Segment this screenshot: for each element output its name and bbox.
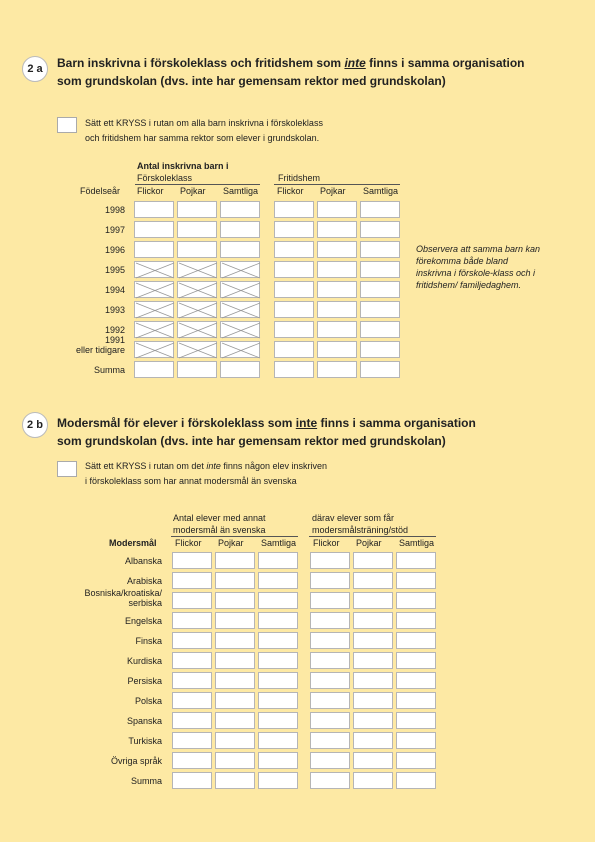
input-cell[interactable]	[258, 692, 298, 709]
crossed-cell	[134, 301, 174, 318]
input-cell[interactable]	[134, 241, 174, 258]
table-2a-group-fritidshem: Fritidshem	[278, 173, 321, 183]
input-cell[interactable]	[172, 632, 212, 649]
cross-mark-icon	[221, 322, 261, 339]
input-cell[interactable]	[317, 221, 357, 238]
input-cell[interactable]	[215, 672, 255, 689]
input-cell[interactable]	[258, 672, 298, 689]
input-cell[interactable]	[172, 612, 212, 629]
cross-mark-icon	[178, 282, 218, 299]
column-header-samtliga: Samtliga	[261, 538, 297, 548]
input-cell[interactable]	[317, 361, 357, 378]
cross-mark-icon	[135, 282, 175, 299]
section-2a-title-post: finns i samma organisation	[365, 56, 525, 70]
input-cell[interactable]	[310, 752, 350, 769]
row-label-text: Bosniska/kroatiska/ serbiska	[84, 588, 162, 608]
input-cell[interactable]	[258, 632, 298, 649]
cross-mark-icon	[221, 282, 261, 299]
section-2b-title-em: inte	[295, 416, 318, 430]
row-label	[55, 656, 162, 666]
cross-mark-icon	[221, 342, 261, 359]
crossed-cell	[177, 321, 217, 338]
row-label	[55, 556, 162, 566]
input-cell[interactable]	[172, 672, 212, 689]
row-label-text: 1992	[104, 325, 125, 335]
row-label-text: Engelska	[124, 616, 162, 626]
crossed-cell	[220, 341, 260, 358]
table-2a-rowhead: Födelseår	[80, 186, 121, 196]
input-cell[interactable]	[215, 732, 255, 749]
section-2b-instruction-post: finns någon elev inskriven	[220, 461, 327, 471]
crossed-cell	[134, 341, 174, 358]
input-cell[interactable]	[134, 361, 174, 378]
column-header-pojkar: Pojkar	[180, 186, 206, 196]
input-cell[interactable]	[274, 221, 314, 238]
column-header-pojkar: Pojkar	[320, 186, 346, 196]
input-cell[interactable]	[274, 281, 314, 298]
section-2a-note: Observera att samma barn kan förekomma både bland inskrivna i förskole-klass och i fritidshem/ familjedaghem.	[416, 244, 541, 290]
input-cell[interactable]	[215, 632, 255, 649]
row-label	[55, 335, 125, 355]
crossed-cell	[177, 341, 217, 358]
input-cell[interactable]	[258, 652, 298, 669]
input-cell[interactable]	[274, 201, 314, 218]
table-2a-group-forskoleklass: Förskoleklass	[137, 173, 193, 183]
row-label	[55, 576, 162, 586]
section-2a-instruction	[85, 116, 323, 146]
input-cell[interactable]	[274, 241, 314, 258]
input-cell[interactable]	[172, 552, 212, 569]
row-label-text: 1991	[104, 335, 125, 345]
table-2b-group1-line2: modersmål än svenska	[173, 525, 266, 535]
cross-mark-icon	[178, 262, 218, 279]
table-2b-group-rule-2	[309, 536, 436, 537]
input-cell[interactable]	[310, 732, 350, 749]
input-cell[interactable]	[215, 772, 255, 789]
cross-mark-icon	[135, 262, 175, 279]
input-cell[interactable]	[353, 752, 393, 769]
cross-mark-icon	[178, 342, 218, 359]
row-label	[55, 205, 125, 215]
section-2a-instruction-line2: och fritidshem har samma rektor som elever i grundskolan.	[85, 133, 320, 143]
input-cell[interactable]	[360, 201, 400, 218]
input-cell[interactable]	[220, 241, 260, 258]
section-2b-title-pre: Modersmål för elever i förskoleklass som	[57, 416, 296, 430]
row-label-text: 1994	[104, 285, 125, 295]
input-cell[interactable]	[177, 361, 217, 378]
input-cell[interactable]	[215, 692, 255, 709]
input-cell[interactable]	[172, 772, 212, 789]
input-cell[interactable]	[177, 221, 217, 238]
section-2a-title	[57, 54, 557, 90]
input-cell[interactable]	[220, 201, 260, 218]
section-2b-instruction-line2: i förskoleklass som har annat modersmål än svenska	[85, 476, 297, 486]
input-cell[interactable]	[258, 612, 298, 629]
cross-mark-icon	[135, 342, 175, 359]
input-cell[interactable]	[258, 772, 298, 789]
input-cell[interactable]	[353, 652, 393, 669]
input-cell[interactable]	[317, 241, 357, 258]
crossed-cell	[177, 261, 217, 278]
section-2b-title-post: finns i samma organisation	[317, 416, 476, 430]
input-cell[interactable]	[396, 572, 436, 589]
input-cell[interactable]	[215, 552, 255, 569]
row-label-text: 1998	[104, 205, 125, 215]
section-2b-title	[57, 414, 557, 450]
crossed-cell	[177, 301, 217, 318]
input-cell[interactable]	[317, 201, 357, 218]
input-cell[interactable]	[396, 672, 436, 689]
input-cell[interactable]	[317, 281, 357, 298]
input-cell[interactable]	[274, 261, 314, 278]
input-cell[interactable]	[215, 572, 255, 589]
input-cell[interactable]	[360, 341, 400, 358]
section-badge-2b: 2 b	[22, 412, 48, 438]
input-cell[interactable]	[353, 632, 393, 649]
table-2a-group-rule-1	[135, 184, 260, 185]
input-cell[interactable]	[310, 592, 350, 609]
row-label	[55, 245, 125, 255]
input-cell[interactable]	[360, 321, 400, 338]
input-cell[interactable]	[353, 732, 393, 749]
crossed-cell	[220, 281, 260, 298]
input-cell[interactable]	[220, 221, 260, 238]
input-cell[interactable]	[215, 592, 255, 609]
crossed-cell	[177, 281, 217, 298]
input-cell[interactable]	[353, 552, 393, 569]
section-2b-instruction-em: inte	[206, 461, 221, 471]
input-cell[interactable]	[317, 261, 357, 278]
input-cell[interactable]	[172, 652, 212, 669]
column-header-flickor: Flickor	[137, 186, 164, 196]
row-label-text: 1995	[104, 265, 125, 275]
column-header-flickor: Flickor	[313, 538, 340, 548]
section-2b-instruction-pre: Sätt ett KRYSS i rutan om det	[85, 461, 207, 471]
table-2b-group1-line1: Antal elever med annat	[173, 513, 266, 523]
input-cell[interactable]	[396, 752, 436, 769]
crossed-cell	[220, 261, 260, 278]
input-cell[interactable]	[360, 221, 400, 238]
column-header-samtliga: Samtliga	[363, 186, 399, 196]
input-cell[interactable]	[310, 612, 350, 629]
column-header-pojkar: Pojkar	[218, 538, 244, 548]
row-label	[55, 616, 162, 626]
input-cell[interactable]	[360, 281, 400, 298]
cross-mark-icon	[178, 302, 218, 319]
input-cell[interactable]	[258, 732, 298, 749]
section-badge-2a: 2 a	[22, 56, 48, 82]
input-cell[interactable]	[353, 672, 393, 689]
input-cell[interactable]	[360, 261, 400, 278]
crossed-cell	[134, 261, 174, 278]
input-cell[interactable]	[258, 552, 298, 569]
input-cell[interactable]	[220, 361, 260, 378]
input-cell[interactable]	[177, 241, 217, 258]
input-cell[interactable]	[172, 692, 212, 709]
input-cell[interactable]	[258, 712, 298, 729]
column-header-samtliga: Samtliga	[223, 186, 259, 196]
input-cell[interactable]	[274, 361, 314, 378]
table-2a-group-rule-2	[274, 184, 400, 185]
cross-mark-icon	[221, 302, 261, 319]
input-cell[interactable]	[310, 712, 350, 729]
column-header-flickor: Flickor	[277, 186, 304, 196]
input-cell[interactable]	[310, 572, 350, 589]
input-cell[interactable]	[274, 321, 314, 338]
section-2b-instruction	[85, 459, 327, 489]
row-label	[55, 756, 162, 766]
row-label-text: Finska	[135, 636, 162, 646]
crossed-cell	[134, 321, 174, 338]
input-cell[interactable]	[258, 752, 298, 769]
row-label-text: 1993	[104, 305, 125, 315]
input-cell[interactable]	[274, 301, 314, 318]
input-cell[interactable]	[258, 572, 298, 589]
column-header-samtliga: Samtliga	[399, 538, 435, 548]
input-cell[interactable]	[353, 612, 393, 629]
row-label	[55, 265, 125, 275]
input-cell[interactable]	[310, 772, 350, 789]
section-2a-instruction-line1: Sätt ett KRYSS i rutan om alla barn inskrivna i förskoleklass	[85, 118, 323, 128]
input-cell[interactable]	[360, 241, 400, 258]
section-2a-title-line2: som grundskolan (dvs. inte har gemensam rektor med grundskolan)	[57, 74, 446, 88]
input-cell[interactable]	[353, 572, 393, 589]
row-label-text: 1997	[104, 225, 125, 235]
row-label-text: Summa	[93, 365, 125, 375]
input-cell[interactable]	[396, 732, 436, 749]
row-label	[55, 696, 162, 706]
cross-mark-icon	[178, 322, 218, 339]
input-cell[interactable]	[396, 612, 436, 629]
input-cell[interactable]	[215, 652, 255, 669]
input-cell[interactable]	[215, 612, 255, 629]
input-cell[interactable]	[172, 732, 212, 749]
row-label	[55, 225, 125, 235]
input-cell[interactable]	[172, 592, 212, 609]
row-label-text: Arabiska	[126, 576, 162, 586]
input-cell[interactable]	[177, 201, 217, 218]
row-label-text: Turkiska	[128, 736, 162, 746]
input-cell[interactable]	[396, 592, 436, 609]
table-2b-group2-line2: modersmålsträning/stöd	[312, 525, 409, 535]
row-label	[55, 588, 162, 608]
input-cell[interactable]	[134, 201, 174, 218]
input-cell[interactable]	[172, 712, 212, 729]
row-label	[55, 285, 125, 295]
input-cell[interactable]	[215, 752, 255, 769]
input-cell[interactable]	[396, 772, 436, 789]
input-cell[interactable]	[353, 712, 393, 729]
input-cell[interactable]	[172, 752, 212, 769]
row-label	[55, 325, 125, 335]
input-cell[interactable]	[317, 321, 357, 338]
input-cell[interactable]	[172, 572, 212, 589]
row-label	[55, 716, 162, 726]
cross-mark-icon	[135, 302, 175, 319]
row-label-text: 1996	[104, 245, 125, 255]
table-2b-rowhead: Modersmål	[109, 538, 157, 548]
input-cell[interactable]	[396, 712, 436, 729]
input-cell[interactable]	[360, 301, 400, 318]
input-cell[interactable]	[396, 552, 436, 569]
section-2b-checkbox[interactable]	[57, 461, 77, 477]
row-label-text: Polska	[134, 696, 162, 706]
input-cell[interactable]	[258, 592, 298, 609]
crossed-cell	[220, 301, 260, 318]
crossed-cell	[220, 321, 260, 338]
input-cell[interactable]	[353, 692, 393, 709]
row-label-text: Persiska	[127, 676, 162, 686]
input-cell[interactable]	[310, 632, 350, 649]
input-cell[interactable]	[396, 632, 436, 649]
crossed-cell	[134, 281, 174, 298]
cross-mark-icon	[135, 322, 175, 339]
section-2a-checkbox[interactable]	[57, 117, 77, 133]
input-cell[interactable]	[310, 652, 350, 669]
row-label-text: Summa	[130, 776, 162, 786]
column-header-flickor: Flickor	[175, 538, 202, 548]
section-2a-title-em: inte	[344, 56, 366, 70]
row-label-text: Övriga språk	[110, 756, 162, 766]
input-cell[interactable]	[310, 692, 350, 709]
input-cell[interactable]	[317, 341, 357, 358]
input-cell[interactable]	[360, 361, 400, 378]
row-label-text: Kurdiska	[126, 656, 162, 666]
input-cell[interactable]	[215, 712, 255, 729]
row-label	[55, 776, 162, 786]
row-label	[55, 676, 162, 686]
row-label	[55, 636, 162, 646]
row-label	[55, 305, 125, 315]
cross-mark-icon	[221, 262, 261, 279]
table-2a-caption: Antal inskrivna barn i	[137, 161, 229, 171]
table-2b-group2-line1: därav elever som får	[312, 513, 395, 523]
input-cell[interactable]	[310, 552, 350, 569]
row-label-text: Albanska	[124, 556, 162, 566]
input-cell[interactable]	[353, 772, 393, 789]
section-2b-title-line2: som grundskolan (dvs. inte har gemensam rektor med grundskolan)	[57, 434, 446, 448]
input-cell[interactable]	[274, 341, 314, 358]
input-cell[interactable]	[353, 592, 393, 609]
input-cell[interactable]	[317, 301, 357, 318]
input-cell[interactable]	[396, 692, 436, 709]
row-label	[55, 365, 125, 375]
input-cell[interactable]	[134, 221, 174, 238]
row-label-text: Spanska	[126, 716, 162, 726]
row-label-extra: eller tidigare	[75, 345, 125, 355]
input-cell[interactable]	[310, 672, 350, 689]
column-header-pojkar: Pojkar	[356, 538, 382, 548]
row-label	[55, 736, 162, 746]
input-cell[interactable]	[396, 652, 436, 669]
table-2b-group-rule-1	[171, 536, 298, 537]
section-2a-title-pre: Barn inskrivna i förskoleklass och fritidshem som	[57, 56, 345, 70]
